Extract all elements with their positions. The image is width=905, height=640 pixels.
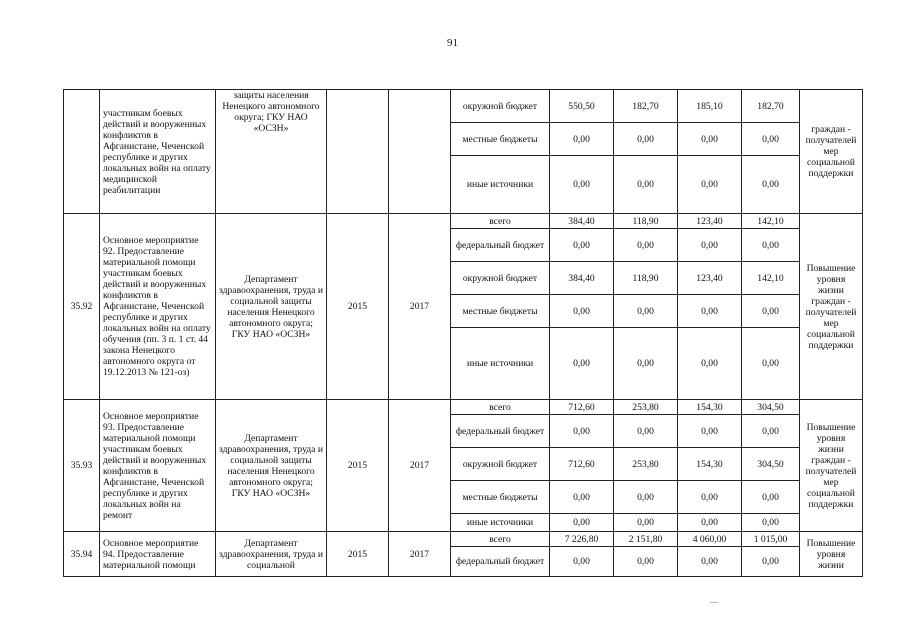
program-activities-table [63, 89, 863, 577]
amount-2015: 0,00 [614, 328, 678, 400]
amount-2016: 0,00 [678, 514, 742, 532]
amount-2016: 154,30 [678, 400, 742, 415]
funding-source: иные источники [451, 328, 550, 400]
amount-2015: 253,80 [614, 400, 678, 415]
activity-name: Основное мероприятие 94. Предоставление материальной помощи [100, 532, 216, 577]
funding-source: окружной бюджет [451, 448, 550, 481]
year-start: 2015 [327, 214, 389, 400]
amount-2017: 304,50 [742, 400, 800, 415]
amount-2017: 142,10 [742, 214, 800, 229]
amount-2015: 118,90 [614, 214, 678, 229]
funding-source: местные бюджеты [451, 123, 550, 156]
activity-executor: Департамент здравоохранения, труда и социальной [216, 532, 327, 577]
amount-2016: 123,40 [678, 214, 742, 229]
activity-code [64, 90, 100, 214]
funding-source: местные бюджеты [451, 295, 550, 328]
amount-total: 0,00 [550, 123, 614, 156]
amount-2017: 1 015,00 [742, 532, 800, 547]
funding-source: федеральный бюджет [451, 229, 550, 262]
funding-source: федеральный бюджет [451, 547, 550, 577]
amount-2017: 304,50 [742, 448, 800, 481]
funding-source: окружной бюджет [451, 262, 550, 295]
amount-2017: 0,00 [742, 415, 800, 448]
funding-source: всего [451, 532, 550, 547]
funding-source: окружной бюджет [451, 90, 550, 123]
year-end: 2017 [389, 400, 451, 532]
amount-2017: 0,00 [742, 156, 800, 214]
year-end: 2017 [389, 532, 451, 577]
amount-total: 7 226,80 [550, 532, 614, 547]
amount-2016: 123,40 [678, 262, 742, 295]
amount-total: 712,60 [550, 400, 614, 415]
activity-executor: Департамент здравоохранения, труда и социальной защиты населения Ненецкого автономного округа; ГКУ НАО «ОСЗН» [216, 400, 327, 532]
amount-2016: 0,00 [678, 328, 742, 400]
amount-2017: 142,10 [742, 262, 800, 295]
amount-2015: 0,00 [614, 229, 678, 262]
amount-total: 550,50 [550, 90, 614, 123]
table-row [64, 214, 863, 229]
page-number: 91 [447, 37, 458, 49]
amount-2015: 0,00 [614, 156, 678, 214]
year-end: 2017 [389, 214, 451, 400]
year-end [389, 90, 451, 214]
amount-2016: 0,00 [678, 229, 742, 262]
activity-code: 35.94 [64, 532, 100, 577]
amount-2016: 0,00 [678, 547, 742, 577]
funding-source: иные источники [451, 156, 550, 214]
activity-name: Основное мероприятие 93. Предоставление материальной помощи участникам боевых действий и вооруженных конфликтов в Афганистане, Чеченской республике и других локальных войн на ремонт [100, 400, 216, 532]
amount-2016: 0,00 [678, 123, 742, 156]
expected-result: Повышение уровня жизни [800, 532, 863, 577]
amount-2015: 0,00 [614, 415, 678, 448]
amount-total: 0,00 [550, 514, 614, 532]
year-start: 2015 [327, 400, 389, 532]
funding-source: иные источники [451, 514, 550, 532]
amount-2015: 253,80 [614, 448, 678, 481]
amount-2017: 0,00 [742, 481, 800, 514]
expected-result: Повышение уровня жизни граждан - получателей мер социальной поддержки [800, 214, 863, 400]
amount-2016: 0,00 [678, 295, 742, 328]
amount-2016: 0,00 [678, 415, 742, 448]
amount-2016: 0,00 [678, 156, 742, 214]
funding-source: всего [451, 214, 550, 229]
amount-2015: 0,00 [614, 514, 678, 532]
amount-2016: 154,30 [678, 448, 742, 481]
amount-2016: 0,00 [678, 481, 742, 514]
amount-2017: 0,00 [742, 547, 800, 577]
amount-total: 0,00 [550, 547, 614, 577]
amount-2017: 0,00 [742, 514, 800, 532]
funding-source: всего [451, 400, 550, 415]
expected-result: граждан - получателей мер социальной поддержки [800, 90, 863, 214]
funding-source: местные бюджеты [451, 481, 550, 514]
amount-2015: 0,00 [614, 123, 678, 156]
amount-total: 0,00 [550, 328, 614, 400]
amount-2015: 0,00 [614, 295, 678, 328]
activity-executor: защиты населения Ненецкого автономного округа; ГКУ НАО «ОСЗН» [216, 90, 327, 214]
amount-2015: 2 151,80 [614, 532, 678, 547]
amount-total: 384,40 [550, 214, 614, 229]
table-row [64, 400, 863, 415]
expected-result: Повышение уровня жизни граждан - получателей мер социальной поддержки [800, 400, 863, 532]
amount-total: 0,00 [550, 156, 614, 214]
amount-total: 0,00 [550, 295, 614, 328]
activity-name: Основное мероприятие 92. Предоставление материальной помощи участникам боевых действий и вооруженных конфликтов в Афганистане, Чеченской республике и других локальных войн на оплату обучения (пп. 3 п. 1 ст. 44 закона Ненецкого автономного округа от 19.12.2013 № 121-оз) [100, 214, 216, 400]
amount-2017: 0,00 [742, 123, 800, 156]
amount-2017: 182,70 [742, 90, 800, 123]
amount-2015: 0,00 [614, 481, 678, 514]
activity-code: 35.92 [64, 214, 100, 400]
amount-total: 712,60 [550, 448, 614, 481]
table-row [64, 532, 863, 547]
year-start: 2015 [327, 532, 389, 577]
amount-total: 384,40 [550, 262, 614, 295]
activity-name: участникам боевых действий и вооруженных конфликтов в Афганистане, Чеченской республике и других локальных войн на оплату медицинской реабилитации [100, 90, 216, 214]
table-row [64, 90, 863, 123]
amount-2015: 118,90 [614, 262, 678, 295]
activity-executor: Департамент здравоохранения, труда и социальной защиты населения Ненецкого автономного округа; ГКУ НАО «ОСЗН» [216, 214, 327, 400]
amount-2017: 0,00 [742, 295, 800, 328]
year-start [327, 90, 389, 214]
amount-total: 0,00 [550, 229, 614, 262]
amount-2016: 185,10 [678, 90, 742, 123]
amount-2017: 0,00 [742, 229, 800, 262]
amount-2015: 182,70 [614, 90, 678, 123]
funding-source: федеральный бюджет [451, 415, 550, 448]
amount-total: 0,00 [550, 415, 614, 448]
amount-total: 0,00 [550, 481, 614, 514]
amount-2015: 0,00 [614, 547, 678, 577]
amount-2017: 0,00 [742, 328, 800, 400]
scan-speck [710, 602, 718, 603]
activity-code: 35.93 [64, 400, 100, 532]
amount-2016: 4 060,00 [678, 532, 742, 547]
